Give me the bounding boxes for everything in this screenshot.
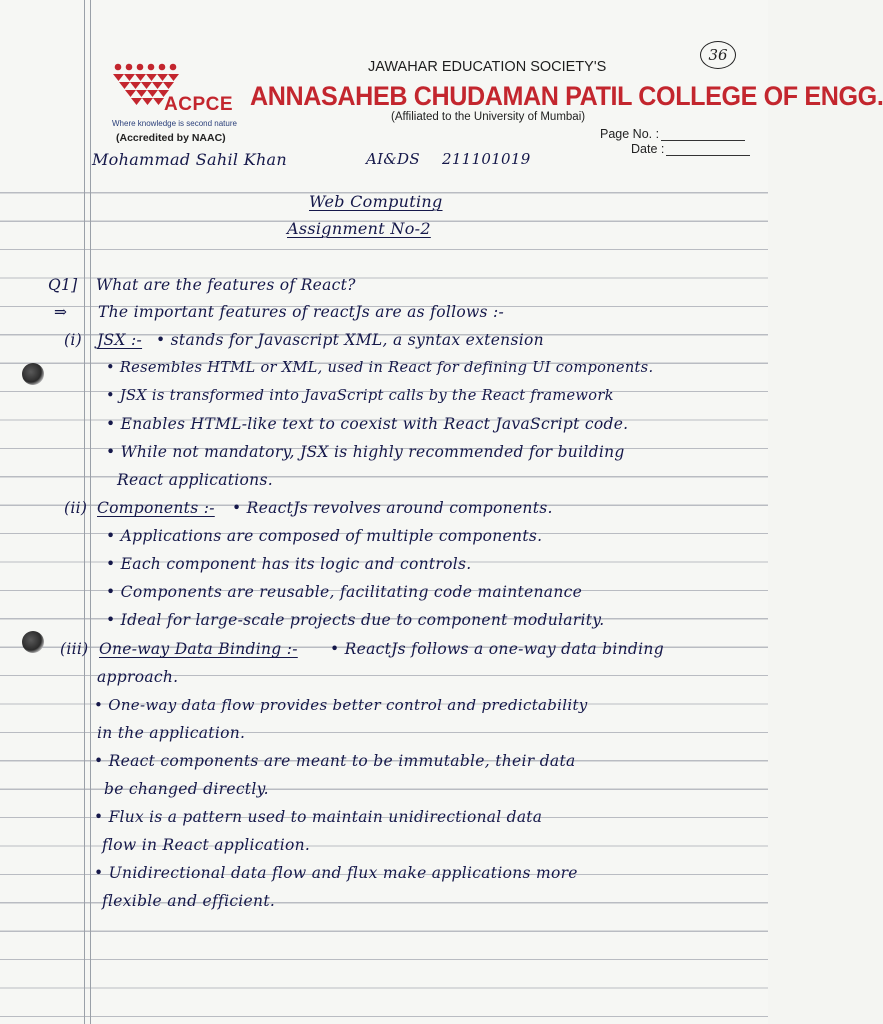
student-name: Mohammad Sahil Khan bbox=[92, 150, 287, 169]
list-item: approach. bbox=[97, 668, 179, 686]
list-item: • JSX is transformed into JavaScript calls by the React framework bbox=[106, 387, 614, 404]
binder-hole-bottom bbox=[22, 631, 44, 653]
college-logo bbox=[108, 62, 238, 148]
list-item: • Ideal for large-scale projects due to component modularity. bbox=[106, 611, 605, 629]
answer-intro: The important features of reactJs are as follows :- bbox=[98, 303, 505, 321]
page-no-label: Page No. : bbox=[600, 127, 660, 141]
affiliation-text: (Affiliated to the University of Mumbai) bbox=[391, 111, 586, 123]
page-no-field bbox=[600, 127, 745, 141]
list-item: • Resembles HTML or XML, used in React for defining UI components. bbox=[106, 359, 654, 376]
list-item: • Flux is a pattern used to maintain unidirectional data bbox=[94, 808, 543, 826]
subject-title: Web Computing bbox=[309, 192, 443, 211]
date-label: Date : bbox=[631, 142, 665, 156]
list-item: flexible and efficient. bbox=[102, 892, 276, 910]
student-branch: AI&DS bbox=[366, 150, 420, 168]
list-item: • Enables HTML-like text to coexist with React JavaScript code. bbox=[106, 415, 629, 433]
accreditation-text: (Accredited by NAAC) bbox=[116, 132, 226, 144]
student-roll: 211101019 bbox=[442, 150, 531, 168]
list-item: • One-way data flow provides better control and predictability bbox=[94, 696, 588, 714]
components-first-line: • ReactJs revolves around components. bbox=[232, 499, 553, 517]
list-item: be changed directly. bbox=[104, 780, 269, 798]
jsx-first-line: • stands for Javascript XML, a syntax extension bbox=[156, 331, 544, 349]
society-name: JAWAHAR EDUCATION SOCIETY'S bbox=[368, 59, 607, 75]
list-item: React applications. bbox=[117, 471, 273, 489]
list-item: • Applications are composed of multiple components. bbox=[106, 527, 543, 545]
section-number-3: (iii) bbox=[60, 640, 89, 658]
college-name: ANNASAHEB CHUDAMAN PATIL COLLEGE OF ENGG. bbox=[250, 81, 883, 111]
page-no-blank bbox=[661, 129, 745, 141]
list-item: • React components are meant to be immutable, their data bbox=[94, 752, 576, 770]
list-item: • While not mandatory, JSX is highly recommended for building bbox=[106, 443, 625, 461]
section-number-1: (i) bbox=[64, 331, 82, 349]
section-heading-components: Components :- bbox=[97, 499, 215, 517]
binding-first-line: • ReactJs follows a one-way data binding bbox=[330, 640, 664, 658]
list-item: in the application. bbox=[97, 724, 246, 742]
date-field bbox=[631, 142, 750, 156]
section-heading-binding: One-way Data Binding :- bbox=[99, 640, 298, 658]
question-number: Q1] bbox=[48, 276, 78, 294]
answer-arrow: ⇒ bbox=[54, 303, 68, 321]
binder-hole-top bbox=[22, 363, 44, 385]
section-number-2: (ii) bbox=[64, 499, 88, 517]
list-item: • Unidirectional data flow and flux make applications more bbox=[94, 864, 578, 882]
page-number-circle: 36 bbox=[700, 41, 736, 69]
list-item: • Each component has its logic and controls. bbox=[106, 555, 472, 573]
list-item: • Components are reusable, facilitating code maintenance bbox=[106, 583, 583, 601]
question-text: What are the features of React? bbox=[96, 276, 356, 294]
section-heading-jsx: JSX :- bbox=[97, 331, 143, 349]
logo-acronym: ACPCE bbox=[164, 94, 234, 115]
assignment-title: Assignment No-2 bbox=[287, 219, 431, 238]
logo-tagline: Where knowledge is second nature bbox=[112, 119, 237, 128]
list-item: flow in React application. bbox=[102, 836, 311, 854]
date-blank bbox=[666, 144, 750, 156]
